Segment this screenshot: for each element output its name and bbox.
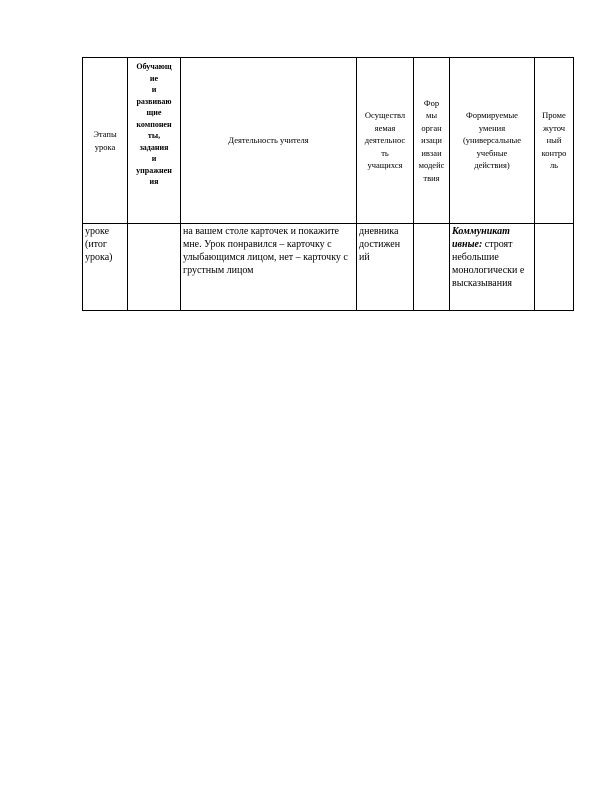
header-stage: Этапы урока — [83, 58, 128, 224]
cell-student-activity: дневника достижен ий — [357, 224, 414, 311]
cell-stage: уроке (итог урока) — [83, 224, 128, 311]
cell-skills — [450, 224, 535, 311]
header-components: Обучающ ие и развиваю щие компонен ты, задания и упражнен ия — [128, 58, 181, 224]
header-teacher-activity: Деятельность учителя — [181, 58, 357, 224]
header-student-activity: Осуществл яемая деятельнос ть учащихся — [357, 58, 414, 224]
lesson-plan-table — [82, 57, 574, 311]
header-control: Проме жуточ ный контро ль — [535, 58, 574, 224]
cell-teacher-activity: на вашем столе карточек и покажите мне. Урок понравился – карточку с улыбающимся лицом, нет – карточку с грустным лицом — [181, 224, 357, 311]
table-row — [83, 224, 574, 311]
skills-category-label: Коммуникат ивные: — [452, 226, 510, 250]
header-interaction-forms: Фор мы орган изаци ивзаи модейс твия — [414, 58, 450, 224]
header-skills: Формируемые умения (универсальные учебные действия) — [450, 58, 535, 224]
table-header-row — [83, 58, 574, 224]
skills-description: строят небольшие монологически е высказывания — [452, 239, 525, 289]
cell-interaction-forms — [414, 224, 450, 311]
cell-components — [128, 224, 181, 311]
cell-control — [535, 224, 574, 311]
